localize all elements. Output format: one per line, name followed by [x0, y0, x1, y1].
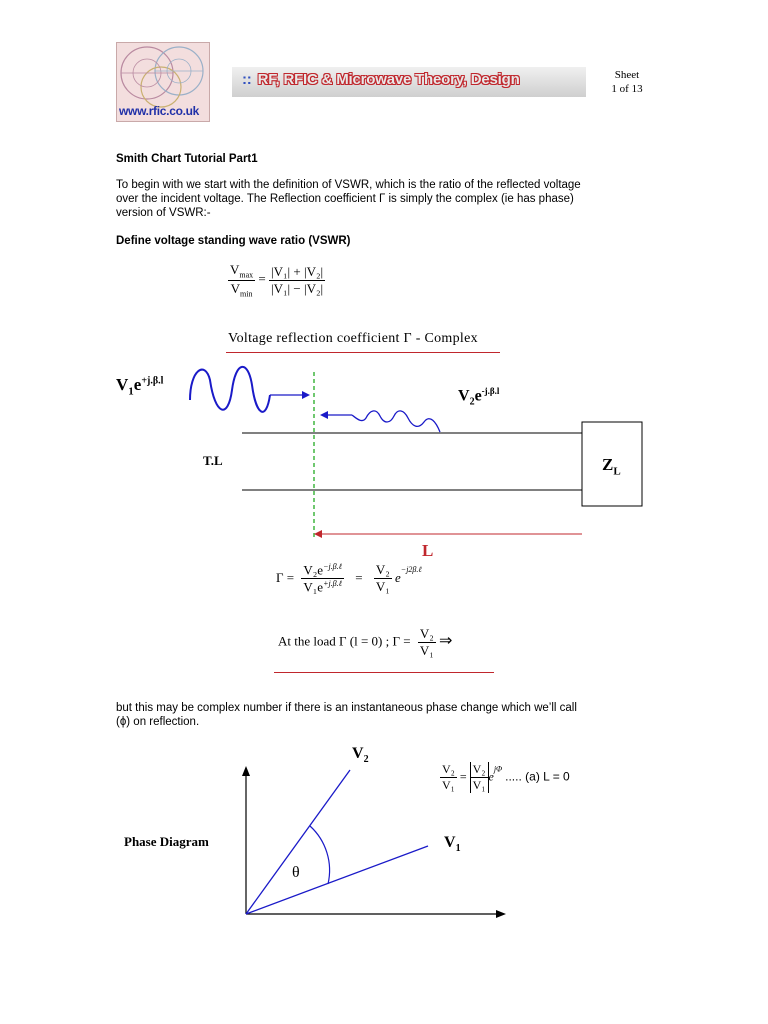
incident-wave-label: $V_1e^{+j.\beta.l}$	[116, 375, 164, 398]
banner-title: RF, RFIC & Microwave Theory, Design	[257, 71, 520, 88]
intro-line-1: To begin with we start with the definition of VSWR, which is the ratio of the reflected voltage	[116, 179, 581, 191]
reflected-wave	[352, 411, 440, 432]
reflection-caption: Voltage reflection coefficient Γ - Complex	[228, 331, 478, 346]
theta-label: θ	[292, 864, 300, 881]
caption-underline	[226, 352, 500, 353]
length-label: L	[422, 541, 434, 560]
v2-label: $V_2$	[352, 745, 369, 766]
load-gamma-equation: At the load Γ (l = 0) ; Γ = $\frac{\text{V₂}}{\text{V₁}}$ ⇒	[278, 626, 453, 658]
intro-line-3: version of VSWR:-	[116, 207, 211, 219]
transmission-line-diagram	[0, 360, 768, 560]
v1-phasor	[246, 846, 428, 914]
vswr-equation: $\frac{V_{max}}{V_{min}}$ = $\frac{\text{|V₁| + |V₂|}}{\text{|V₁| − |V₂|}}$	[230, 262, 324, 299]
load-eq-underline	[274, 672, 494, 673]
site-logo	[116, 42, 210, 122]
v2-phasor	[246, 770, 350, 914]
intro-paragraph	[116, 178, 656, 220]
load-label: $Z_L$	[602, 455, 621, 478]
phase-line-2: (ϕ) on reflection.	[116, 716, 200, 728]
phase-paragraph	[116, 701, 656, 729]
phase-equation: $\frac{\text{V₂}}{\text{V₁}}$ = $\frac{\text{V₂}}{\text{V₁}}$ $e^{j\Phi}$ ..... (a) L = 0	[442, 762, 570, 792]
gamma-equation: Γ = $\frac{V_2e^{-j.\beta.\ell}}{V_1e^{+j.\beta.\ell}}$ = $\frac{\text{V₂}}{\text{V₁}}$ $e^{-j2\beta.\ell}$	[276, 562, 422, 595]
v1-label: $V_1$	[444, 834, 461, 855]
phase-line-1: but this may be complex number if there is an instantaneous phase change which we’ll call	[116, 702, 577, 714]
phase-diagram	[0, 760, 768, 940]
tl-label: T.L	[203, 453, 223, 468]
theta-arc	[310, 826, 330, 884]
intro-line-2: over the incident voltage. The Reflection coefficient Γ is simply the complex (ie has phase)	[116, 193, 574, 205]
sheet-number: 1 of 13	[611, 83, 643, 95]
header-banner	[232, 67, 586, 97]
doc-title: Smith Chart Tutorial Part1	[116, 153, 258, 165]
vswr-heading: Define voltage standing wave ratio (VSWR)	[116, 235, 351, 247]
incident-wave	[190, 367, 270, 412]
sheet-indicator	[598, 68, 656, 96]
phase-diagram-label: Phase Diagram	[124, 834, 209, 849]
logo-url-text: www.rfic.co.uk	[119, 104, 200, 118]
banner-prefix: ::	[242, 71, 252, 88]
reflected-wave-label: $V_2e^{-j.\beta.l}$	[458, 386, 500, 408]
sheet-label: Sheet	[614, 69, 640, 81]
